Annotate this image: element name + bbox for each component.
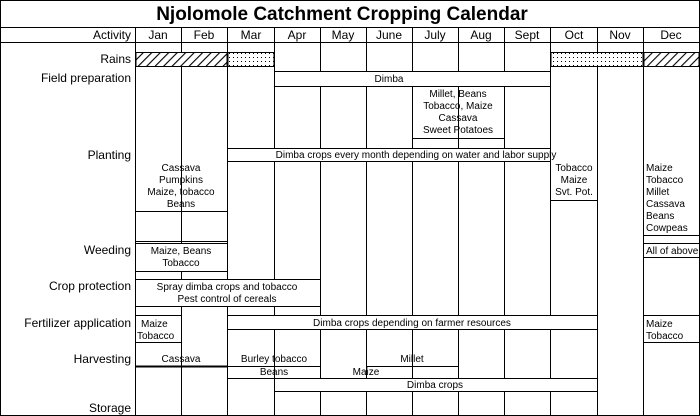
field-prep-dimba-text: Dimba xyxy=(374,74,404,85)
activity-label-planting: Planting xyxy=(87,148,131,162)
rain-bar-light-mar xyxy=(228,53,274,67)
planting-dec-line-1: Maize xyxy=(646,163,673,174)
fertilizer-jan-line-1: Maize xyxy=(141,319,168,330)
harvest-dimba-text: Dimba crops xyxy=(406,380,464,391)
month-label-oct: Oct xyxy=(564,28,584,42)
activity-label-crop-protection: Crop protection xyxy=(48,279,131,293)
fertilizer-dec-line-2: Tobacco xyxy=(646,331,684,342)
month-label-nov: Nov xyxy=(609,28,631,42)
month-label-feb: Feb xyxy=(193,28,215,42)
month-label-june: June xyxy=(375,28,403,42)
crop-protection-line-2: Pest control of cereals xyxy=(177,294,277,305)
weeding-jan-line-2: Tobacco xyxy=(162,258,200,269)
planting-dec-line-3: Millet xyxy=(646,187,670,198)
weeding-jan-line-1: Maize, Beans xyxy=(150,246,212,257)
planting-dec-line-4: Cassava xyxy=(646,199,685,210)
month-label-may: May xyxy=(331,28,355,42)
fertilizer-dimba-text: Dimba crops depending on farmer resources xyxy=(313,318,511,329)
rain-bar-light-oct-nov xyxy=(551,53,643,67)
activity-label-storage: Storage xyxy=(88,401,131,415)
month-label-dec: Dec xyxy=(660,28,682,42)
planting-dec-line-2: Tobacco xyxy=(646,175,684,186)
weeding-dec-text: All of above xyxy=(646,246,699,257)
activity-label-harvesting: Harvesting xyxy=(73,352,131,366)
planting-dimba-text: Dimba crops every month depending on water and labor supply xyxy=(275,150,557,161)
month-label-aug: Aug xyxy=(470,28,492,42)
planting-jan-line-1: Cassava xyxy=(161,163,201,174)
fertilizer-jan-line-2: Tobacco xyxy=(137,331,175,342)
planting-jan-line-3: Maize, tobacco xyxy=(147,187,215,198)
activity-label-fertilizer-application: Fertilizer application xyxy=(24,316,131,330)
month-label-mar: Mar xyxy=(240,28,262,42)
rain-bar-heavy-dec xyxy=(644,53,699,67)
harvest-maize-text: Maize xyxy=(352,367,380,378)
crop-protection-cells xyxy=(136,280,321,307)
planting-jan-line-4: Beans xyxy=(166,199,196,210)
month-label-sept: Sept xyxy=(514,28,540,42)
planting-oct-line-3: Svt. Pot. xyxy=(555,187,593,198)
month-label-apr: Apr xyxy=(287,28,307,42)
planting-jan-line-2: Pumpkins xyxy=(159,175,203,186)
field-prep-crop-4: Sweet Potatoes xyxy=(422,125,494,136)
harvest-millet-text: Millet xyxy=(400,354,424,365)
calendar-title: Njolomole Catchment Cropping Calendar xyxy=(156,4,528,25)
month-label-july: July xyxy=(424,28,446,42)
activity-label-weeding: Weeding xyxy=(83,243,131,257)
field-prep-crop-1: Millet, Beans xyxy=(429,89,487,100)
harvest-beans-text: Beans xyxy=(259,367,289,378)
fertilizer-dec-line-1: Maize xyxy=(646,319,673,330)
planting-oct-line-1: Tobacco xyxy=(555,163,593,174)
planting-dec-line-6: Cowpeas xyxy=(646,223,688,234)
field-prep-crop-2: Tobacco, Maize xyxy=(423,101,493,112)
activity-header: Activity xyxy=(92,28,131,42)
planting-dec-line-5: Beans xyxy=(646,211,675,222)
activity-label-field-preparation: Field preparation xyxy=(40,71,131,85)
field-prep-dimba-bar xyxy=(275,72,551,87)
month-label-jan: Jan xyxy=(148,28,168,42)
field-prep-crop-3: Cassava xyxy=(438,113,478,124)
planting-oct-line-2: Maize xyxy=(560,175,588,186)
harvest-cassava-text: Cassava xyxy=(161,354,201,365)
activity-label-rains: Rains xyxy=(100,52,131,66)
rain-bar-heavy-jan-feb xyxy=(136,53,227,67)
harvest-burley-text: Burley tobacco xyxy=(240,354,308,365)
crop-protection-line-1: Spray dimba crops and tobacco xyxy=(156,282,298,293)
